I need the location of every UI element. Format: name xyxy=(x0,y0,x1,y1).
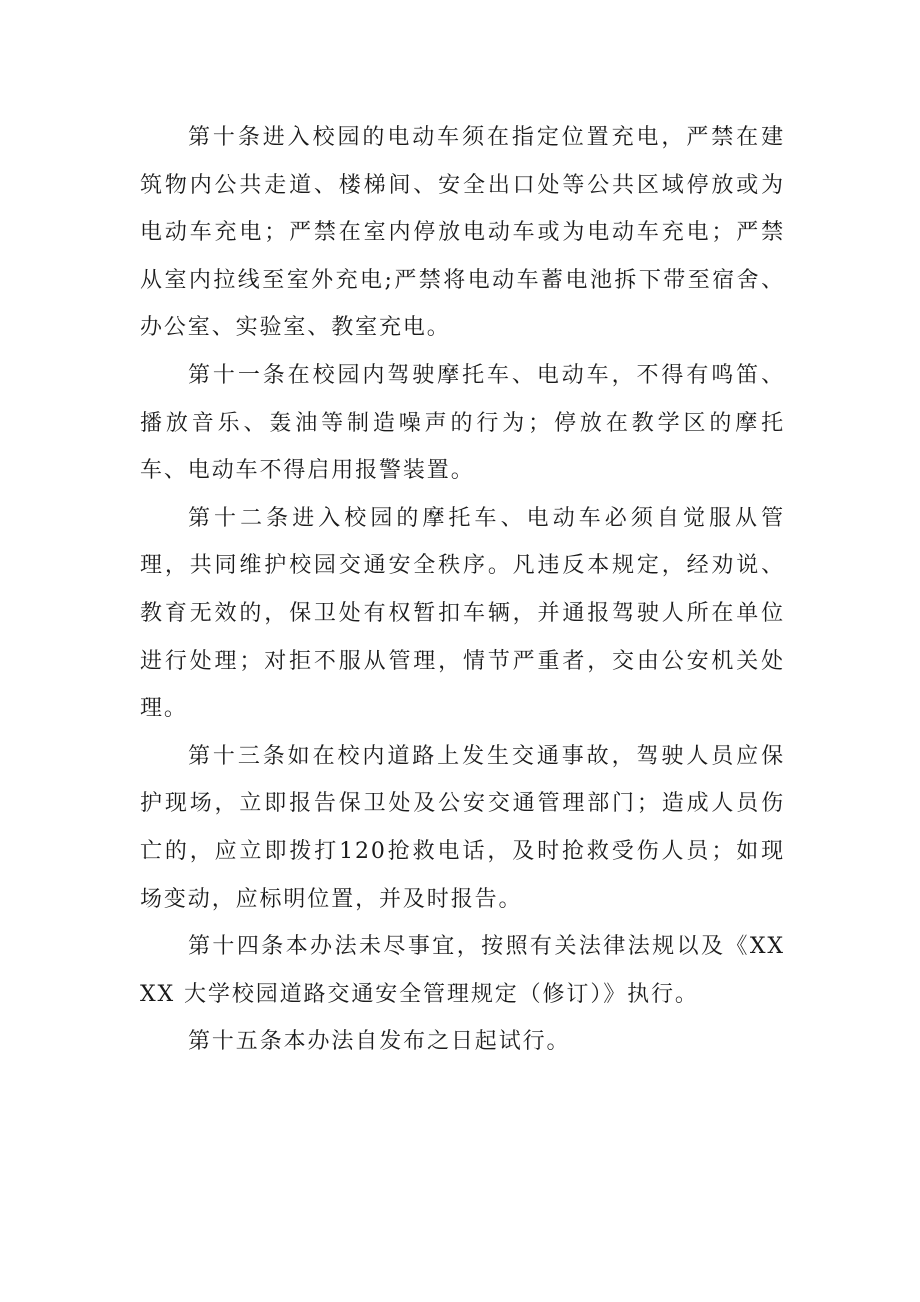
article-14-paragraph: 第十四条本办法未尽事宜，按照有关法律法规以及《XXXX 大学校园道路交通安全管理规定（修订）》执行。 xyxy=(140,934,785,1007)
article-13-paragraph: 第十三条如在校内道路上发生交通事故，驾驶人员应保护现场，立即报告保卫处及公安交通管理部门；造成人员伤亡的，应立即拨打120抢救电话，及时抢救受伤人员；如现场变动，应标明位置，并及时报告。 xyxy=(140,743,785,912)
article-11-paragraph: 第十一条在校园内驾驶摩托车、电动车，不得有鸣笛、播放音乐、轰油等制造噪声的行为；停放在教学区的摩托车、电动车不得启用报警装置。 xyxy=(140,362,785,484)
article-10-paragraph: 第十条进入校园的电动车须在指定位置充电，严禁在建筑物内公共走道、楼梯间、安全出口处等公共区域停放或为电动车充电；严禁在室内停放电动车或为电动车充电；严禁从室内拉线至室外充电;严禁将电动车蓄电池拆下带至宿舍、办公室、实验室、教室充电。 xyxy=(140,125,785,341)
document-body xyxy=(140,114,785,1066)
article-15-paragraph: 第十五条本办法自发布之日起试行。 xyxy=(188,1029,571,1055)
article-12-paragraph: 第十二条进入校园的摩托车、电动车必须自觉服从管理，共同维护校园交通安全秩序。凡违反本规定，经劝说、教育无效的，保卫处有权暂扣车辆，并通报驾驶人所在单位进行处理；对拒不服从管理，情节严重者，交由公安机关处理。 xyxy=(140,505,785,722)
